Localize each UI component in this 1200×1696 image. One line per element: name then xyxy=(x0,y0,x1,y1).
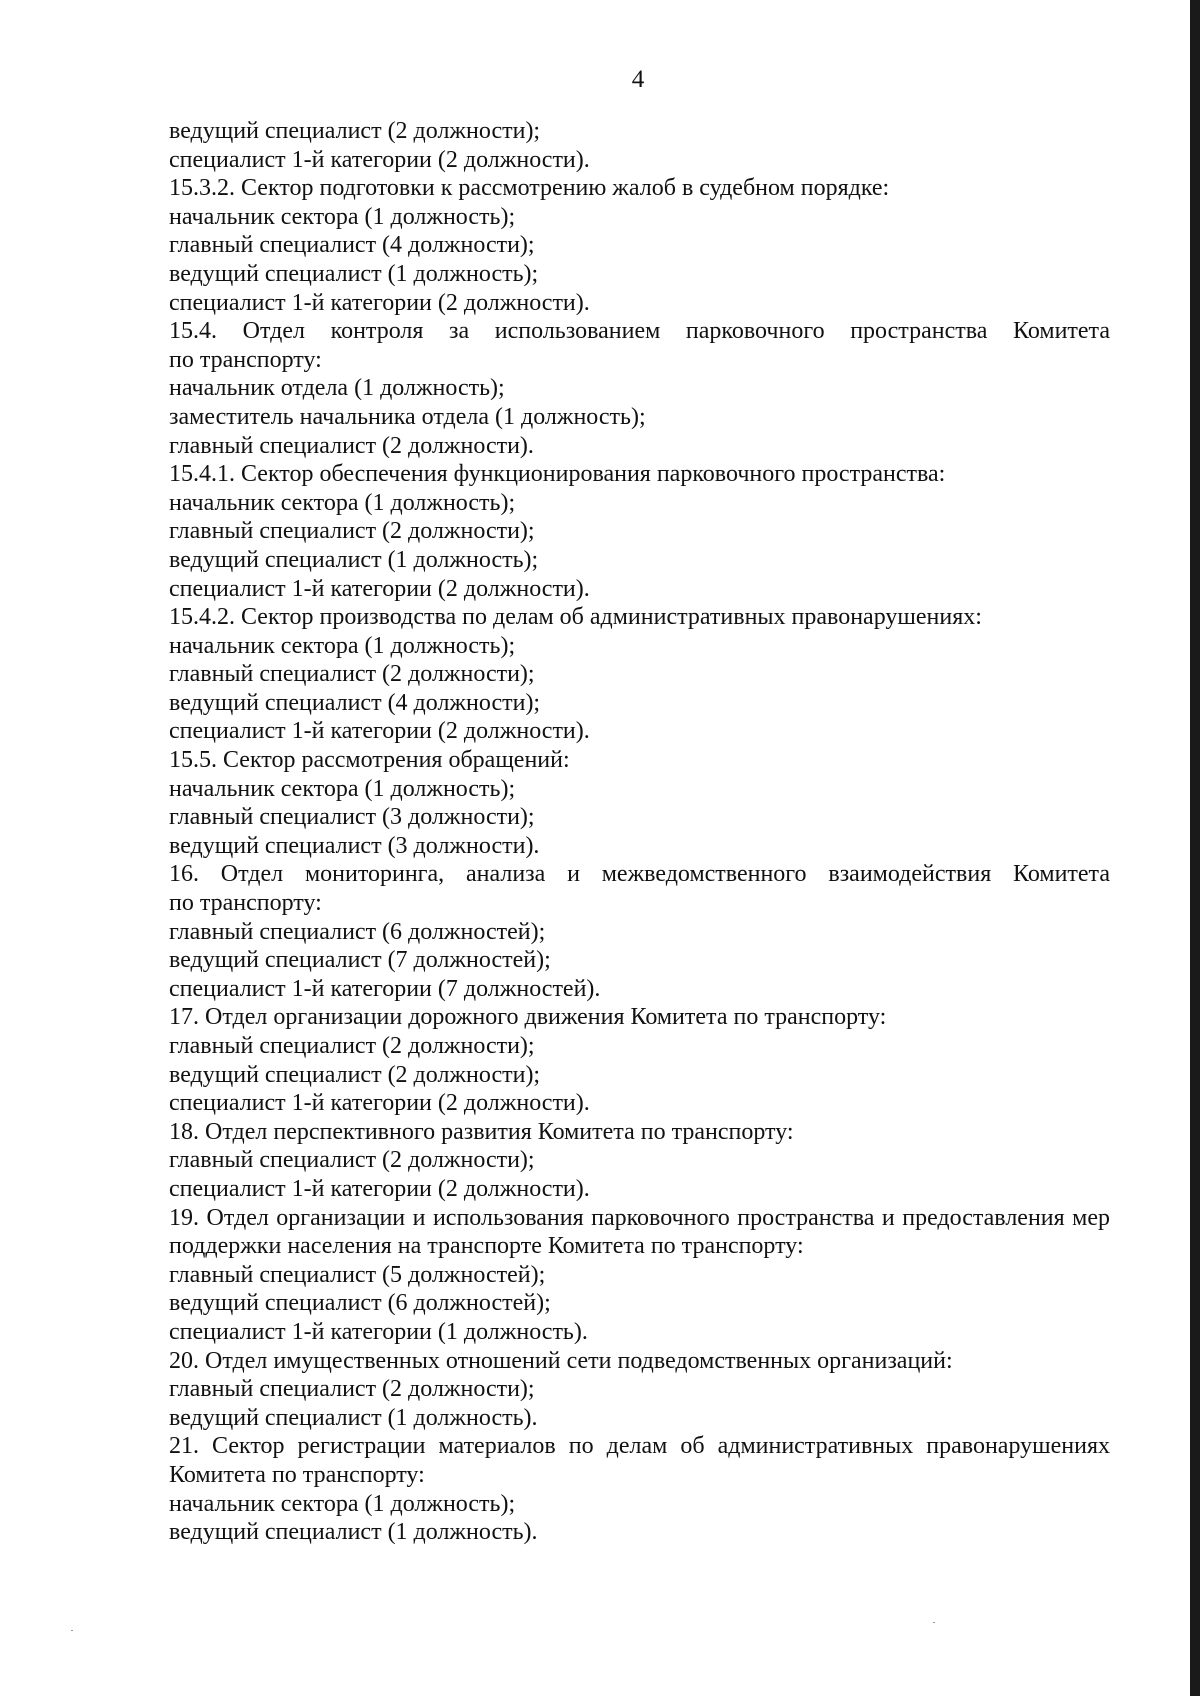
text-line: Комитета по транспорту: xyxy=(169,1461,425,1488)
text-line: специалист 1-й категории (2 должности). xyxy=(169,1090,590,1117)
text-line: ведущий специалист (2 должности); xyxy=(169,1061,541,1088)
text-line: ведущий специалист (1 должность). xyxy=(169,1404,538,1431)
text-line: главный специалист (2 должности); xyxy=(169,1033,535,1059)
text-line: главный специалист (5 должностей); xyxy=(169,1261,546,1288)
text-line: начальник сектора (1 должность); xyxy=(169,632,516,659)
text-line: начальник сектора (1 должность); xyxy=(169,203,516,230)
text-line: поддержки населения на транспорте Комитета по транспорту: xyxy=(169,1233,804,1260)
text-line: специалист 1-й категории (1 должность). xyxy=(169,1318,588,1345)
text-line: 20. Отдел имущественных отношений сети подведомственных организаций: xyxy=(169,1347,953,1374)
text-line: 15.3.2. Сектор подготовки к рассмотрению жалоб в судебном порядке: xyxy=(169,175,890,202)
text-line: ведущий специалист (1 должность); xyxy=(169,260,539,287)
text-line: главный специалист (2 должности). xyxy=(169,432,534,459)
text-line: главный специалист (2 должности); xyxy=(169,1147,535,1174)
text-line: 15.4.2. Сектор производства по делам об административных правонарушениях: xyxy=(169,604,982,631)
text-line: специалист 1-й категории (2 должности). xyxy=(169,1175,590,1202)
text-line: ведущий специалист (7 должностей); xyxy=(169,947,551,974)
scan-speck xyxy=(933,1622,935,1623)
text-line: ведущий специалист (2 должности); xyxy=(169,118,541,144)
document-body xyxy=(169,117,1110,1547)
text-line: ведущий специалист (1 должность). xyxy=(169,1519,538,1546)
text-line: начальник сектора (1 должность); xyxy=(169,1490,516,1517)
text-line: начальник сектора (1 должность); xyxy=(169,489,516,516)
text-line: главный специалист (2 должности); xyxy=(169,1376,535,1403)
text-line: 16. Отдел мониторинга, анализа и межведомственного взаимодействия Комитета xyxy=(169,861,1110,888)
text-line: ведущий специалист (3 должности). xyxy=(169,832,540,859)
text-line: заместитель начальника отдела (1 должность); xyxy=(169,403,646,430)
text-line: 21. Сектор регистрации материалов по делам об административных правонарушениях xyxy=(169,1433,1110,1460)
text-line: главный специалист (6 должностей); xyxy=(169,918,546,945)
text-line: специалист 1-й категории (2 должности). xyxy=(169,718,590,745)
text-line: 19. Отдел организации и использования парковочного пространства и предоставления мер xyxy=(169,1204,1110,1231)
text-line: 18. Отдел перспективного развития Комитета по транспорту: xyxy=(169,1118,794,1145)
text-line: главный специалист (2 должности); xyxy=(169,661,535,688)
text-line: 15.4.1. Сектор обеспечения функционирования парковочного пространства: xyxy=(169,461,946,488)
text-line: специалист 1-й категории (7 должностей). xyxy=(169,975,601,1002)
text-line: главный специалист (3 должности); xyxy=(169,804,535,831)
text-line: по транспорту: xyxy=(169,890,322,917)
text-line: начальник отдела (1 должность); xyxy=(169,375,505,402)
text-line: ведущий специалист (1 должность); xyxy=(169,546,539,573)
text-line: 15.5. Сектор рассмотрения обращений: xyxy=(169,747,570,774)
text-line: специалист 1-й категории (2 должности). xyxy=(169,289,590,316)
scan-edge xyxy=(1190,0,1200,1696)
text-line: главный специалист (2 должности); xyxy=(169,518,535,545)
scan-speck xyxy=(71,1630,73,1631)
text-line: начальник сектора (1 должность); xyxy=(169,775,516,802)
text-line: главный специалист (4 должности); xyxy=(169,232,535,259)
text-line: 15.4. Отдел контроля за использованием парковочного пространства Комитета xyxy=(169,318,1110,345)
page-number: 4 xyxy=(631,66,645,93)
text-line: по транспорту: xyxy=(169,346,322,373)
text-line: ведущий специалист (6 должностей); xyxy=(169,1290,551,1317)
text-line: специалист 1-й категории (2 должности). xyxy=(169,575,590,602)
text-line: 17. Отдел организации дорожного движения Комитета по транспорту: xyxy=(169,1004,887,1031)
text-line: специалист 1-й категории (2 должности). xyxy=(169,146,590,173)
text-line: ведущий специалист (4 должности); xyxy=(169,689,541,716)
